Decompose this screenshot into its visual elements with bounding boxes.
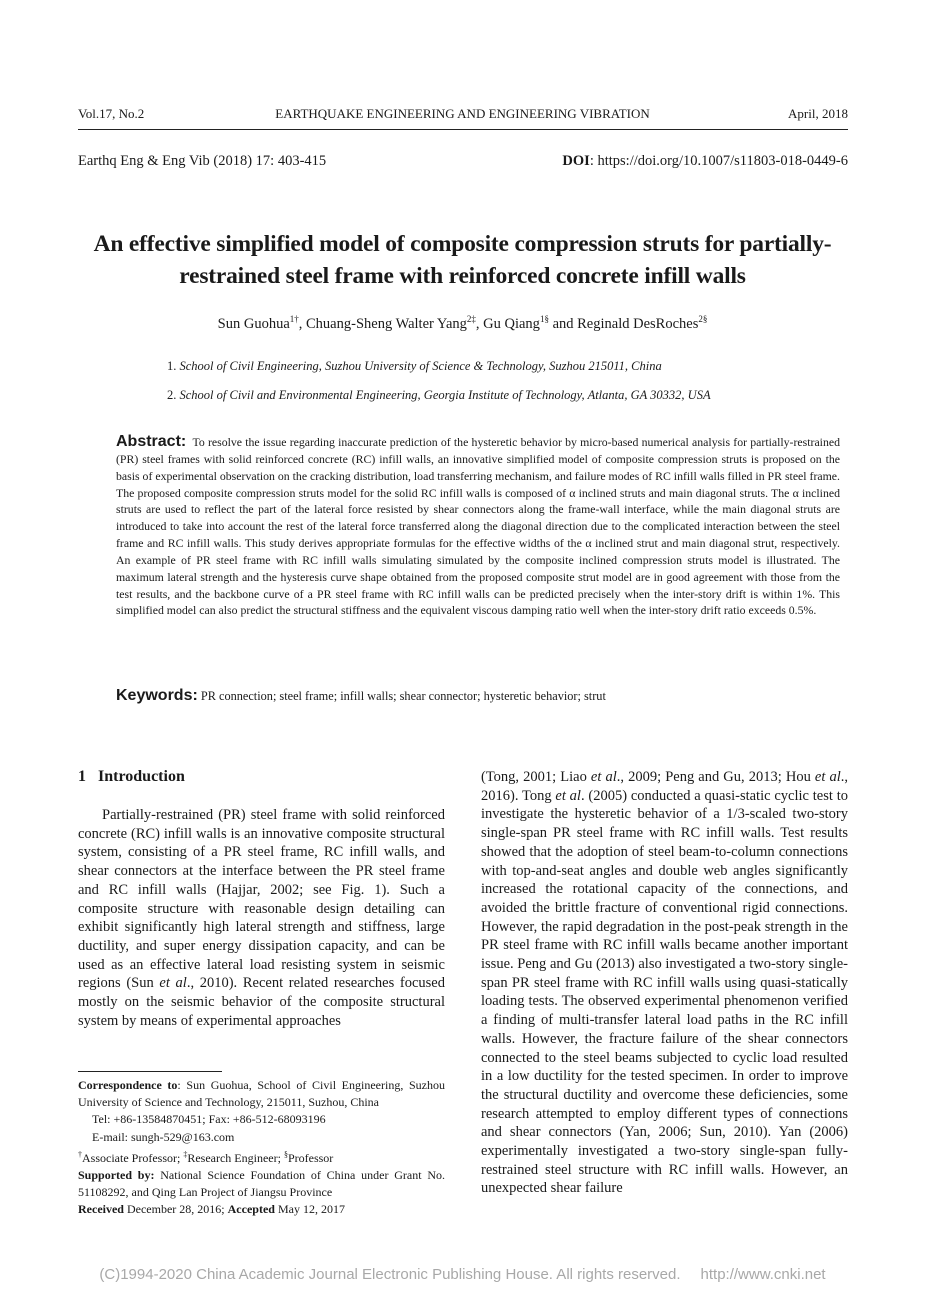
- body-text: Partially-restrained (PR) steel frame with solid reinforced concrete (RC) infill walls is an innovative composite structural system, consisting of a PR steel frame, RC infill walls, and shear connectors at the interface between the PR steel frame and RC infill walls (Hajjar, 2002; see Fig. 1). Such a composite structure with reasonable design detailing can exhibit significantly high lateral strength and stiffness, large ductility, and super energy dissipation capacity, and can be used as an effective lateral load resisting system in seismic regions (Sun: [78, 807, 445, 992]
- author-name: Chuang-Sheng Walter Yang: [306, 315, 467, 332]
- accepted-date: May 12, 2017: [274, 1202, 345, 1217]
- body-text: ., 2009; Peng and Gu, 2013; Hou: [616, 769, 815, 785]
- keywords-label: Keywords:: [116, 687, 198, 704]
- intro-paragraph-continued: [481, 768, 848, 1198]
- author-sup: 2‡: [466, 314, 476, 324]
- correspondence-label: Correspondence to: [78, 1078, 178, 1092]
- body-text: . (2005) conducted a quasi-static cyclic test to investigate the hysteretic behavior of a 1/3-scaled two-story single-span PR steel frame with RC infill walls. Test results showed that the adoption of steel beam-to-column connections with top-and-seat angles and double web angles significantly increased the rotational capacity of the connections, and avoided the brittle fracture of conventional rigid connections. However, the rapid degradation in the post-peak strength in the PR steel frame with RC infill walls became another important issue. Peng and Gu (2013) also investigated a two-story single-span PR steel frame with RC infill walls using quasi-statically loading tests. The observed experimental phenomenon verified a finding of multi-transfer lateral load paths in the RC infill walls. However, the fracture failure of the shear connectors connected to the steel beams subjected to cyclic load resulted in a low ductility for the tested specimen. In order to improve the structural ductility and overcome these deficiencies, some research attempted to employ different types of connections and shear connectors (Yan, 2006; Sun, 2010). Yan (2006) experimentally investigated a two-story single-span fully-restrained steel structure with RC infill walls. However, an unexpected shear failure: [481, 787, 848, 1197]
- body-italic: et al: [159, 975, 187, 992]
- correspondence: [78, 1077, 445, 1111]
- affiliation-2: [167, 388, 711, 403]
- header-date: April, 2018: [788, 106, 848, 121]
- telephone: Tel: +86-13584870451; Fax: +86-512-68093196: [92, 1112, 326, 1127]
- abstract-text: To resolve the issue regarding inaccurate prediction of the hysteretic behavior by micro-based numerical analysis for partially-restrained (PR) steel frames with solid reinforced concrete (RC) infill walls, an innovative simplified model of composite compression struts is proposed on the basis of experimental observation on the cracking distribution, load transferring mechanism, and failure modes of RC infill walls filled in PR steel frame. The proposed composite compression struts model for the solid RC infill walls is composed of α inclined struts and main diagonal struts. The α inclined struts are used to reflect the part of the lateral force resisted by shear connectors along the frame-wall interface, while the main diagonal struts are introduced to take into account the rest of the lateral force transferred along the diagonal direction due to the complicated interaction between the steel frame and RC infill walls. This study derives appropriate formulas for the effective widths of the α inclined strut and main diagonal strut, respectively. An example of PR steel frame with RC infill walls simulating simulated by the composite inclined compression struts model is illustrated. The maximum lateral strength and the hysteresis curve shape obtained from the proposed composite strut model are in good agreement with those from the test results, and the backbone curve of a PR steel frame with RC infill walls can be predicted precisely when the inter-story drift is within 1%. This simplified model can also predict the structural stiffness and the equivalent viscous damping ratio well when the inter-story drift ratio exceeds 0.5%.: [116, 435, 840, 618]
- funding-label: Supported by:: [78, 1168, 155, 1183]
- cnki-link[interactable]: http://www.cnki.net: [700, 1266, 826, 1283]
- role-sup: ‡: [183, 1149, 188, 1159]
- doi-link[interactable]: : https://doi.org/10.1007/s11803-018-0449-6: [589, 153, 848, 169]
- author-sup: 1§: [539, 314, 549, 324]
- author-list: [0, 314, 925, 333]
- body-italic: et al: [590, 769, 617, 785]
- doi-line[interactable]: [562, 153, 848, 170]
- author-name: Gu Qiang: [483, 315, 540, 332]
- funding-text: National Science Foundation of China under Grant No. 51108292, and Qing Lan Project of Jiangsu Province: [78, 1168, 445, 1200]
- role-text: Professor: [287, 1150, 334, 1165]
- affiliation-num: 2.: [167, 388, 177, 402]
- keywords-text: PR connection; steel frame; infill walls; shear connector; hysteretic behavior; strut: [200, 689, 606, 703]
- funding: [78, 1167, 445, 1201]
- affiliation-text: School of Civil and Environmental Engineering, Georgia Institute of Technology, Atlanta, GA 30332, USA: [179, 388, 711, 402]
- title-line-2: restrained steel frame with reinforced concrete infill walls: [179, 263, 746, 289]
- doi-label: DOI: [562, 153, 590, 169]
- intro-paragraph-1: [78, 806, 445, 1030]
- affiliation-1: [167, 359, 662, 374]
- abstract: [116, 434, 840, 619]
- copyright-text: (C)1994-2020 China Academic Journal Electronic Publishing House. All rights reserved.: [99, 1266, 681, 1283]
- role-text: Research Engineer;: [187, 1150, 284, 1165]
- section-title: Introduction: [98, 768, 185, 785]
- section-number: 1: [78, 768, 86, 785]
- body-italic: et al: [814, 769, 841, 785]
- body-text: (Tong, 2001; Liao: [481, 769, 591, 785]
- author-sup: 2§: [698, 314, 708, 324]
- citation-ref: Earthq Eng & Eng Vib (2018) 17: 403-415: [78, 153, 327, 169]
- author-sep: and: [548, 315, 578, 332]
- header-rule: [78, 129, 848, 130]
- affiliation-num: 1.: [167, 359, 177, 373]
- author-sep: ,: [475, 315, 484, 332]
- footnotes: [78, 1077, 445, 1219]
- author-sup: 1†: [289, 314, 299, 324]
- body-italic: et al: [555, 787, 581, 804]
- paper-title: [60, 228, 865, 292]
- header-volume: Vol.17, No.2: [78, 106, 145, 121]
- body-text: ., 2016). Tong: [481, 769, 849, 804]
- author-name: Sun Guohua: [217, 315, 290, 332]
- email[interactable]: E-mail: sungh-529@163.com: [92, 1129, 235, 1144]
- accepted-label: Accepted: [227, 1202, 275, 1217]
- abstract-label: Abstract:: [116, 433, 187, 450]
- author-name: Reginald DesRoches: [577, 315, 699, 332]
- section-heading: [78, 768, 185, 786]
- received-label: Received: [78, 1202, 124, 1217]
- dates: [78, 1201, 445, 1218]
- role-text: Associate Professor;: [82, 1150, 184, 1165]
- footnote-rule: [78, 1071, 222, 1072]
- correspondence-text: : Sun Guohua, School of Civil Engineering, Suzhou University of Science and Technology, 215011, Suzhou, China: [78, 1078, 445, 1110]
- role-sup: §: [283, 1149, 288, 1159]
- received-date: December 28, 2016;: [123, 1202, 228, 1217]
- author-roles: [78, 1146, 445, 1167]
- title-line-1: An effective simplified model of composite compression struts for partially-: [93, 231, 832, 257]
- header-journal: EARTHQUAKE ENGINEERING AND ENGINEERING VIBRATION: [275, 106, 650, 121]
- body-text: ., 2010). Recent related researches focused mostly on the seismic behavior of the composite structural system by means of experimental approaches: [78, 975, 445, 1029]
- author-sep: ,: [298, 315, 307, 332]
- keywords: [116, 687, 840, 705]
- copyright-footer: [0, 1266, 925, 1283]
- role-sup: †: [78, 1149, 82, 1159]
- affiliation-text: School of Civil Engineering, Suzhou University of Science & Technology, Suzhou 215011, China: [179, 359, 662, 373]
